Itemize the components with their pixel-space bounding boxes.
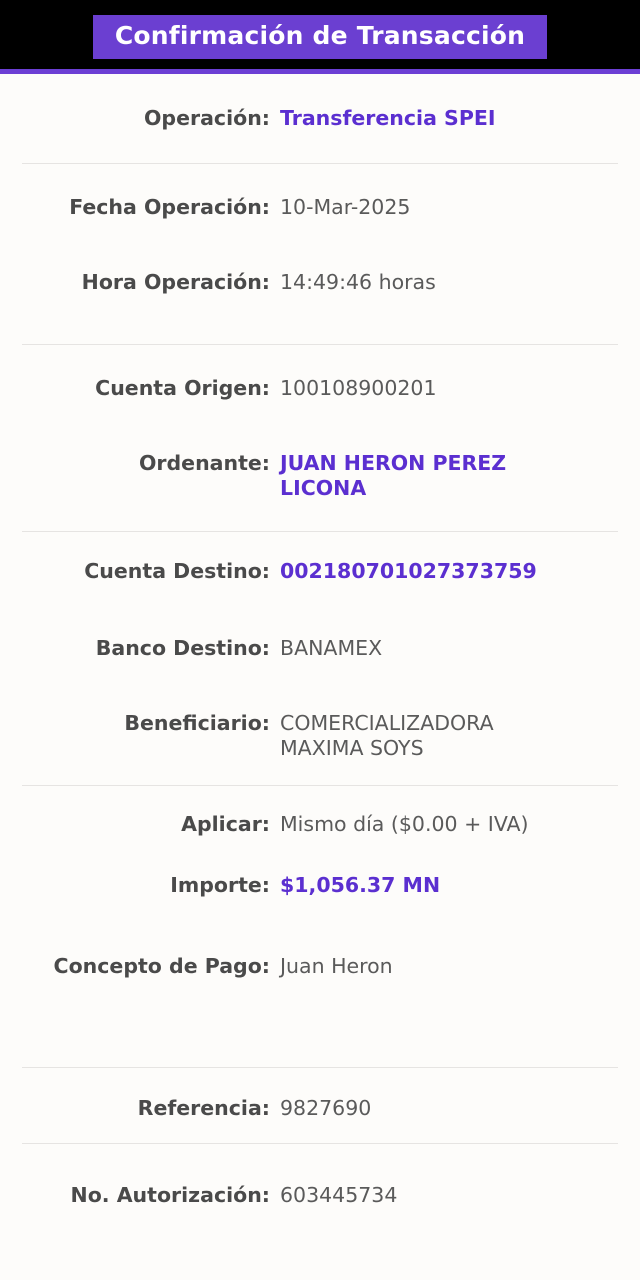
detail-row-ordenante [0, 451, 640, 501]
detail-row-concepto-de-pago [0, 954, 640, 979]
page-title: Confirmación de Transacción [93, 15, 547, 59]
detail-label: Referencia: [137, 1096, 270, 1120]
detail-value: 9827690 [280, 1096, 372, 1120]
detail-value: 10-Mar-2025 [280, 195, 411, 219]
divider [22, 785, 618, 786]
detail-label: Cuenta Destino: [84, 559, 270, 583]
detail-row-beneficiario [0, 711, 640, 761]
detail-row-banco-destino [0, 636, 640, 661]
detail-value: Juan Heron [280, 954, 393, 978]
detail-label: Aplicar: [181, 812, 270, 836]
divider [22, 163, 618, 164]
divider [22, 1143, 618, 1144]
detail-label: Concepto de Pago: [53, 954, 270, 978]
divider [22, 344, 618, 345]
detail-value: 100108900201 [280, 376, 437, 400]
detail-value: $1,056.37 MN [280, 873, 441, 897]
detail-value: 603445734 [280, 1183, 398, 1207]
detail-label: Ordenante: [138, 451, 270, 475]
header-bar [0, 0, 640, 74]
detail-row-hora-operacion [0, 270, 640, 295]
detail-row-operacion [0, 106, 640, 131]
detail-value: COMERCIALIZADORA MAXIMA SOYS [280, 711, 494, 760]
detail-label: Importe: [170, 873, 270, 897]
detail-row-cuenta-destino [0, 559, 640, 584]
detail-row-fecha-operacion [0, 195, 640, 220]
details-list [0, 106, 640, 1208]
detail-label: Hora Operación: [81, 270, 270, 294]
detail-row-aplicar [0, 812, 640, 837]
detail-value: 14:49:46 horas [280, 270, 436, 294]
detail-row-no-autorizacion [0, 1183, 640, 1208]
detail-label: Beneficiario: [124, 711, 270, 735]
detail-value: Mismo día ($0.00 + IVA) [280, 812, 529, 836]
detail-label: Banco Destino: [95, 636, 270, 660]
detail-value: BANAMEX [280, 636, 383, 660]
detail-row-referencia [0, 1096, 640, 1121]
detail-label: Cuenta Origen: [95, 376, 270, 400]
detail-value: Transferencia SPEI [280, 106, 496, 130]
divider [22, 531, 618, 532]
detail-label: Operación: [143, 106, 270, 130]
detail-value: 002180701027373759 [280, 559, 537, 583]
divider [22, 1067, 618, 1068]
detail-value: JUAN HERON PEREZ LICONA [280, 451, 507, 500]
detail-label: Fecha Operación: [69, 195, 270, 219]
detail-row-cuenta-origen [0, 376, 640, 401]
detail-row-importe [0, 873, 640, 898]
detail-label: No. Autorización: [70, 1183, 270, 1207]
